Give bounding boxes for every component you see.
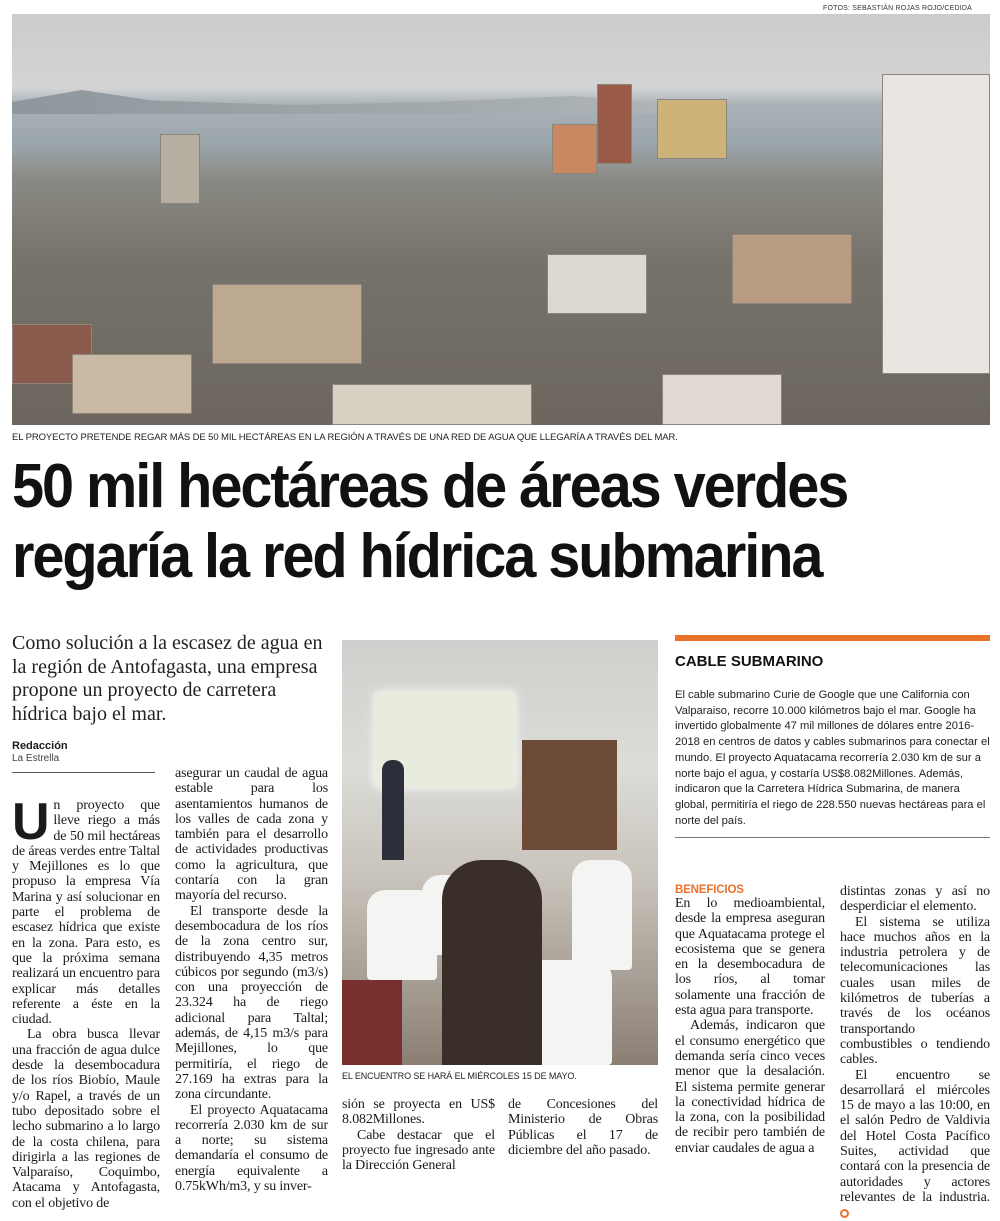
paragraph: asegurar un caudal de agua estable para los asentamientos humanos de los valles de cada zona y también para el desarrollo de actividades productivas como la agricultura, que contaría con la gran mayoría del recurso. xyxy=(175,766,328,904)
paragraph: El encuentro se desarrollará el miércoles 15 de mayo a las 10:00, en el salón Pedro de Valdivia del Hotel Costa Pacífico Suites, actividad que contará con la presencia de autoridades y actores relevantes de la industria. xyxy=(840,1067,990,1205)
paragraph: n proyecto que lleve riego a más de 50 mil hectáreas de áreas verdes entre Taltal y Mejillones es lo que propuso la empresa Vía Marina y así solucionar en parte el problema de escasez hídrica que existe en la zona. Para esto, es que la próxima semana realizará un encuentro para explicar más detalles referente a éste en la ciudad. xyxy=(12,798,160,1028)
paragraph: El sistema se utiliza hace muchos años en la industria petrolera y de telecomunicaciones las cuales usan miles de kilómetros de tuberías a través de los océanos transportando combustibles o tendiendo cables. xyxy=(840,914,990,1068)
paragraph: El proyecto Aquatacama recorrería 2.030 km de sur a norte; su sistema demandaría el consumo de energía equivalente a 0.75kWh/m3, y su inver- xyxy=(175,1102,328,1195)
paragraph: sión se proyecta en US$ 8.082Millones. xyxy=(342,1097,495,1128)
headline-line-1: 50 mil hectáreas de áreas verdes xyxy=(12,452,848,521)
sidebar-accent-bar xyxy=(675,635,990,641)
article-column-2 xyxy=(175,766,328,1194)
paragraph: El transporte desde la desembocadura de los ríos de la zona centro sur, distribuyendo 4,35 metros cúbicos por segundo (m3/s) con una proyección de 23.324 ha de riego adicional para Taltal; además, de 4,15 m3/s para Mejillones, lo que permitiría, el riego de 27.169 ha extras para la zona circundante. xyxy=(175,903,328,1103)
paragraph: distintas zonas y así no desperdiciar el elemento. xyxy=(840,884,990,915)
drop-cap: U xyxy=(12,793,50,851)
article-column-1 xyxy=(12,793,160,1211)
section-kicker: BENEFICIOS xyxy=(675,884,744,896)
article-column-3 xyxy=(342,1097,495,1173)
sidebar-divider xyxy=(675,837,990,838)
second-photo-caption: EL ENCUENTRO SE HARÁ EL MIÉRCOLES 15 DE MAYO. xyxy=(342,1071,577,1081)
paragraph: En lo medioambiental, desde la empresa aseguran que Aquatacama protege el ecosistema que se genera en la desembocadura de los ríos, al tomar solamente una fracción de esta agua para transporte. xyxy=(675,896,825,1019)
paragraph: La obra busca llevar una fracción de agua dulce desde la desembocadura de los ríos Biobío, Maule y/o Rapel, a través de un tubo depositado sobre el lecho submarino a lo largo de la costa chilena, para dirigirla a las regiones de Valparaíso, Coquimbo, Atacama y Antofagasta, con el objetivo de xyxy=(12,1027,160,1211)
meeting-photo xyxy=(342,640,658,1065)
byline-author: Redacción xyxy=(12,740,68,752)
paragraph: Además, indicaron que el consumo energético que demanda sería cinco veces menor que la desalación. El sistema permite generar la conectividad hídrica de la zona, con la posibilidad de recibir pero también de enviar caudales de agua a xyxy=(675,1018,825,1156)
headline-line-2: regaría la red hídrica submarina xyxy=(12,522,822,591)
headline xyxy=(12,452,923,592)
article-column-6 xyxy=(840,884,990,1221)
city-aerial-photo xyxy=(12,14,990,425)
divider xyxy=(12,772,155,773)
end-mark-icon xyxy=(840,1209,849,1218)
byline-source: La Estrella xyxy=(12,753,60,764)
main-photo-caption: EL PROYECTO PRETENDE REGAR MÁS DE 50 MIL HECTÁREAS EN LA REGIÓN A TRAVÉS DE UNA RED DE AGUA QUE LLEGARÍA A TRAVÉS DEL MAR. xyxy=(12,432,678,443)
paragraph: Cabe destacar que el proyecto fue ingresado ante la Dirección General xyxy=(342,1127,495,1174)
article-column-4 xyxy=(508,1097,658,1158)
paragraph: de Concesiones del Ministerio de Obras Públicas el 17 de diciembre del año pasado. xyxy=(508,1097,658,1158)
deck: Como solución a la escasez de agua en la región de Antofagasta, una empresa propone un proyecto de carretera hídrica bajo el mar. xyxy=(12,632,323,725)
article-column-5 xyxy=(675,884,825,1156)
sidebar-title: CABLE SUBMARINO xyxy=(675,653,824,670)
sidebar-text: El cable submarino Curie de Google que une California con Valparaiso, recorre 10.000 kilómetros bajo el mar. Google ha invertido globalmente 47 mil millones de dólares entre 2016-2018 en centros de datos y cables submarinos para conectar el mundo. El proyecto Aquatacama recorrería 2.030 km de sur a norte bajo el agua, y costaría US$8.082Millones. Además, indicaron que la Carretera Hídrica Submarina, de manera global, permitiría el riego de 228.550 nuevas hectáreas para el norte del país. xyxy=(675,689,990,827)
photo-credit: FOTOS: SEBASTIÁN ROJAS ROJO/CEDIDA xyxy=(822,5,972,12)
